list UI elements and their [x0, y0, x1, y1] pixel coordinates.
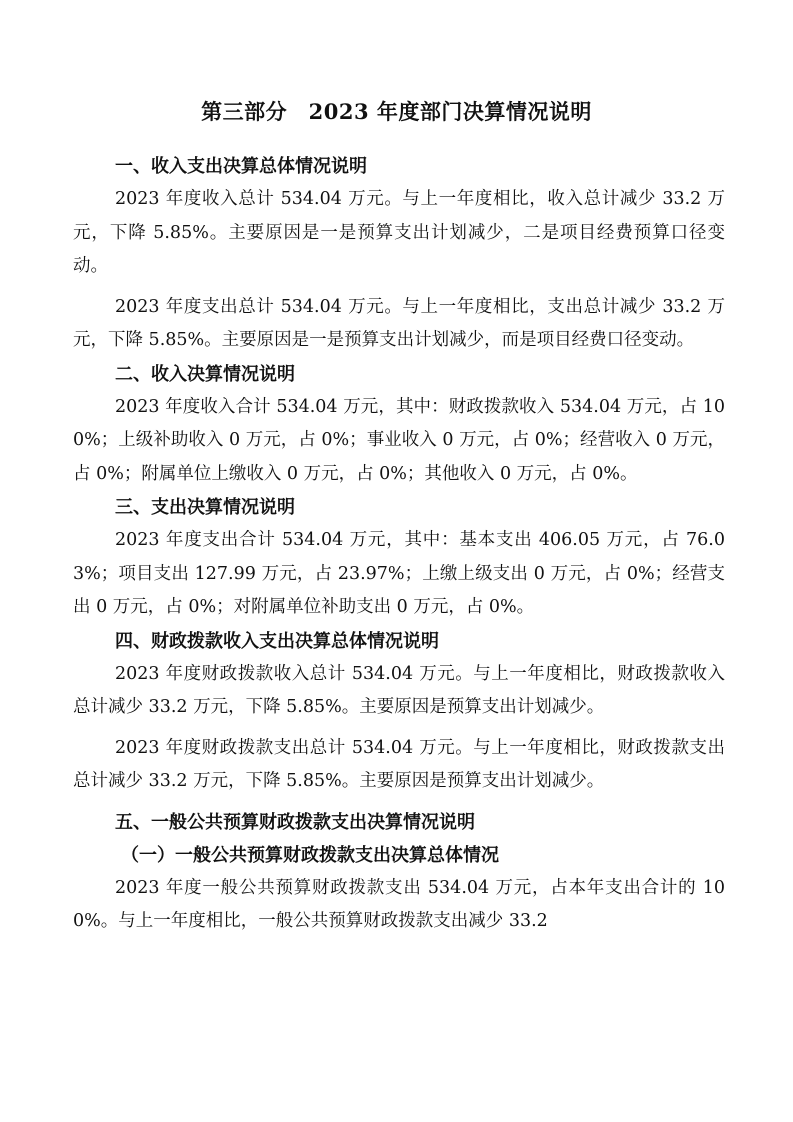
page-title: 第三部分 2023 年度部门决算情况说明 [201, 99, 592, 124]
paragraph: 2023 年度支出合计 534.04 万元，其中：基本支出 406.05 万元，占 76.03%；项目支出 127.99 万元，占 23.97%；上缴上级支出 0 万元，占 0%；经营支出 0 万元，占 0%；对附属单位补助支出 0 万元，占 0%。 [73, 530, 725, 617]
section-3 [73, 491, 725, 625]
section-heading: 四、财政拨款收入支出决算总体情况说明 [115, 630, 439, 652]
section-1 [73, 150, 725, 358]
section-heading: 五、一般公共预算财政拨款支出决算情况说明 [115, 811, 475, 833]
section-2 [73, 358, 725, 492]
paragraph: 2023 年度收入总计 534.04 万元。与上一年度相比，收入总计减少 33.2 万元，下降 5.85%。主要原因是一是预算支出计划减少，二是项目经费预算口径变动。 [73, 189, 725, 276]
subsection-heading: （一）一般公共预算财政拨款支出决算总体情况 [121, 844, 499, 866]
section-5 [73, 799, 725, 939]
paragraph: 2023 年度财政拨款支出总计 534.04 万元。与上一年度相比，财政拨款支出总计减少 33.2 万元，下降 5.85%。主要原因是预算支出计划减少。 [73, 737, 725, 791]
document-body [73, 150, 725, 939]
section-heading: 二、收入决算情况说明 [115, 363, 295, 385]
paragraph: 2023 年度财政拨款收入总计 534.04 万元。与上一年度相比，财政拨款收入总计减少 33.2 万元，下降 5.85%。主要原因是预算支出计划减少。 [73, 663, 725, 717]
paragraph: 2023 年度收入合计 534.04 万元，其中：财政拨款收入 534.04 万元，占 100%；上级补助收入 0 万元，占 0%；事业收入 0 万元，占 0%；经营收入 0 万元，占 0%；附属单位上缴收入 0 万元，占 0%；其他收入 0 万元，占 0%。 [73, 396, 725, 484]
paragraph: 2023 年度支出总计 534.04 万元。与上一年度相比，支出总计减少 33.2 万元，下降 5.85%。主要原因是一是预算支出计划减少，而是项目经费口径变动。 [73, 296, 725, 350]
paragraph: 2023 年度一般公共预算财政拨款支出 534.04 万元，占本年支出合计的 100%。与上一年度相比，一般公共预算财政拨款支出减少 33.2 [73, 877, 725, 931]
section-4 [73, 625, 725, 799]
section-heading: 三、支出决算情况说明 [115, 497, 295, 518]
section-heading: 一、收入支出决算总体情况说明 [115, 156, 367, 177]
